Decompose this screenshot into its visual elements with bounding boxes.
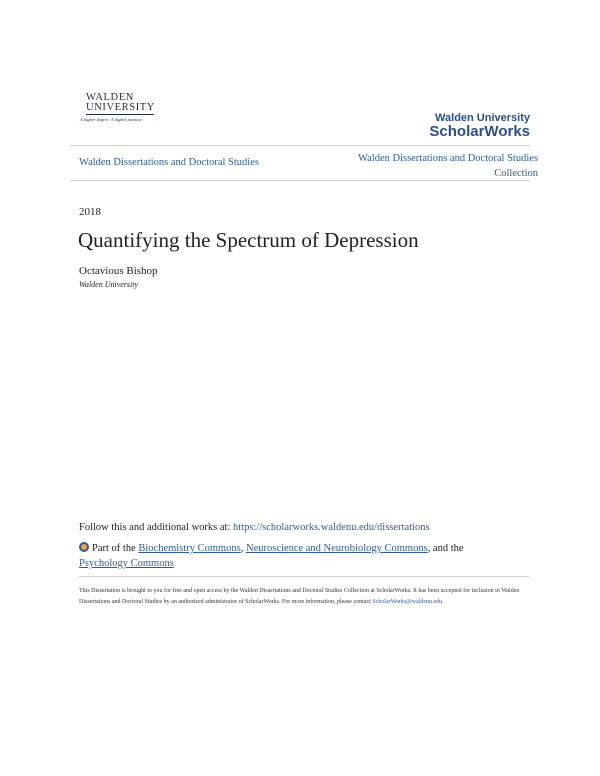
follow-label: Follow this and additional works at:: [79, 522, 231, 533]
notice-end: .: [442, 599, 444, 605]
logo-line-1: WALDEN: [86, 92, 134, 103]
author-affiliation: Walden University: [79, 280, 139, 289]
paper-title: Quantifying the Spectrum of Depression: [78, 228, 419, 252]
network-icon: [79, 542, 89, 552]
dissertations-url-link[interactable]: https://scholarworks.waldenu.edu/dissertations: [233, 522, 430, 533]
neuroscience-commons-link[interactable]: Neuroscience and Neurobiology Commons: [246, 543, 428, 554]
logo-rule: [86, 114, 154, 115]
part-of-sep-1: ,: [240, 543, 244, 554]
collection-right-line-2: Collection: [494, 168, 538, 179]
logo-line-2: UNIVERSITY: [86, 102, 155, 113]
collection-link-right[interactable]: [318, 151, 538, 181]
divider-bottom: [70, 180, 530, 181]
collection-link-left[interactable]: Walden Dissertations and Doctoral Studies: [79, 157, 259, 168]
walden-university-logo: [80, 90, 164, 130]
follow-line: [79, 522, 430, 533]
psychology-commons-link[interactable]: Psychology Commons: [79, 558, 174, 569]
divider-top: [70, 145, 530, 146]
part-of-sep-2: , and the: [427, 543, 464, 554]
access-notice: [79, 586, 529, 608]
publication-year: 2018: [79, 206, 101, 218]
contact-email-link[interactable]: ScholarWorks@waldenu.edu: [372, 599, 443, 605]
brand-university: Walden University: [435, 112, 530, 124]
brand-scholarworks: ScholarWorks: [429, 123, 530, 140]
author-name: Octavious Bishop: [79, 265, 158, 277]
collection-right-line-1: Walden Dissertations and Doctoral Studies: [358, 153, 538, 164]
logo-tagline: A higher degree. A higher purpose.: [80, 117, 144, 122]
part-of-prefix: Part of the: [92, 543, 136, 554]
part-of-line: [79, 541, 519, 571]
biochemistry-commons-link[interactable]: Biochemistry Commons: [138, 543, 241, 554]
notice-text: This Dissertation is brought to you for free and open access by the Walden Dissertations and Doctoral Studies Collection at ScholarWorks. It has been accepted for inclusion in Walden Dissertations and Doctoral Studies by an authorized administrator of ScholarWorks. For more information, please contact: [79, 588, 520, 605]
divider-notice: [79, 576, 529, 577]
